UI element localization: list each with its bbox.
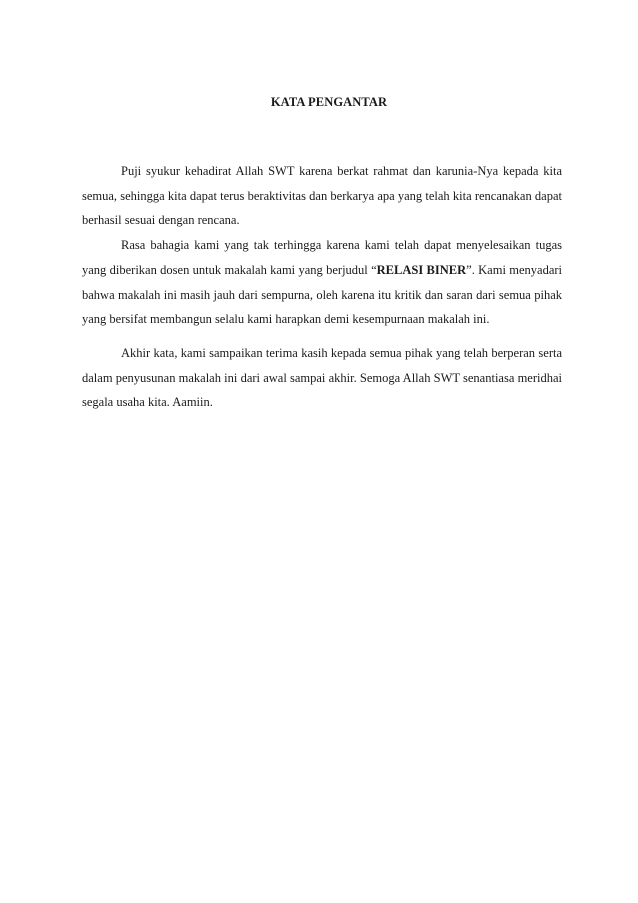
preface-body — [82, 159, 562, 415]
paragraph-gratitude: Puji syukur kehadirat Allah SWT karena berkat rahmat dan karunia-Nya kepada kita semua, sehingga kita dapat terus beraktivitas dan berkarya apa yang telah kita rencanakan dapat berhasil sesuai dengan rencana. — [82, 164, 562, 228]
paragraph-completion-lead: Rasa bahagia kami yang tak terhingga karena kami telah dapat menyelesaikan tugas yang diberikan dosen untuk makalah kami yang berjudul “ — [82, 238, 562, 277]
paragraph-closing: Akhir kata, kami sampaikan terima kasih kepada semua pihak yang telah berperan serta dalam penyusunan makalah ini dari awal sampai akhir. Semoga Allah SWT senantiasa meridhai segala usaha kita. Aamiin. — [82, 345, 562, 410]
paper-title-reference: RELASI BINER — [376, 262, 467, 277]
page-title: KATA PENGANTAR — [270, 95, 388, 109]
paragraph-completion-tail: ”. Kami menyadari bahwa makalah ini masih jauh dari sempurna, oleh karena itu kritik dan saran dari semua pihak yang bersifat membangun selalu kami harapkan demi kesempurnaan makalah ini. — [82, 262, 563, 327]
paragraph-completion — [82, 233, 562, 332]
